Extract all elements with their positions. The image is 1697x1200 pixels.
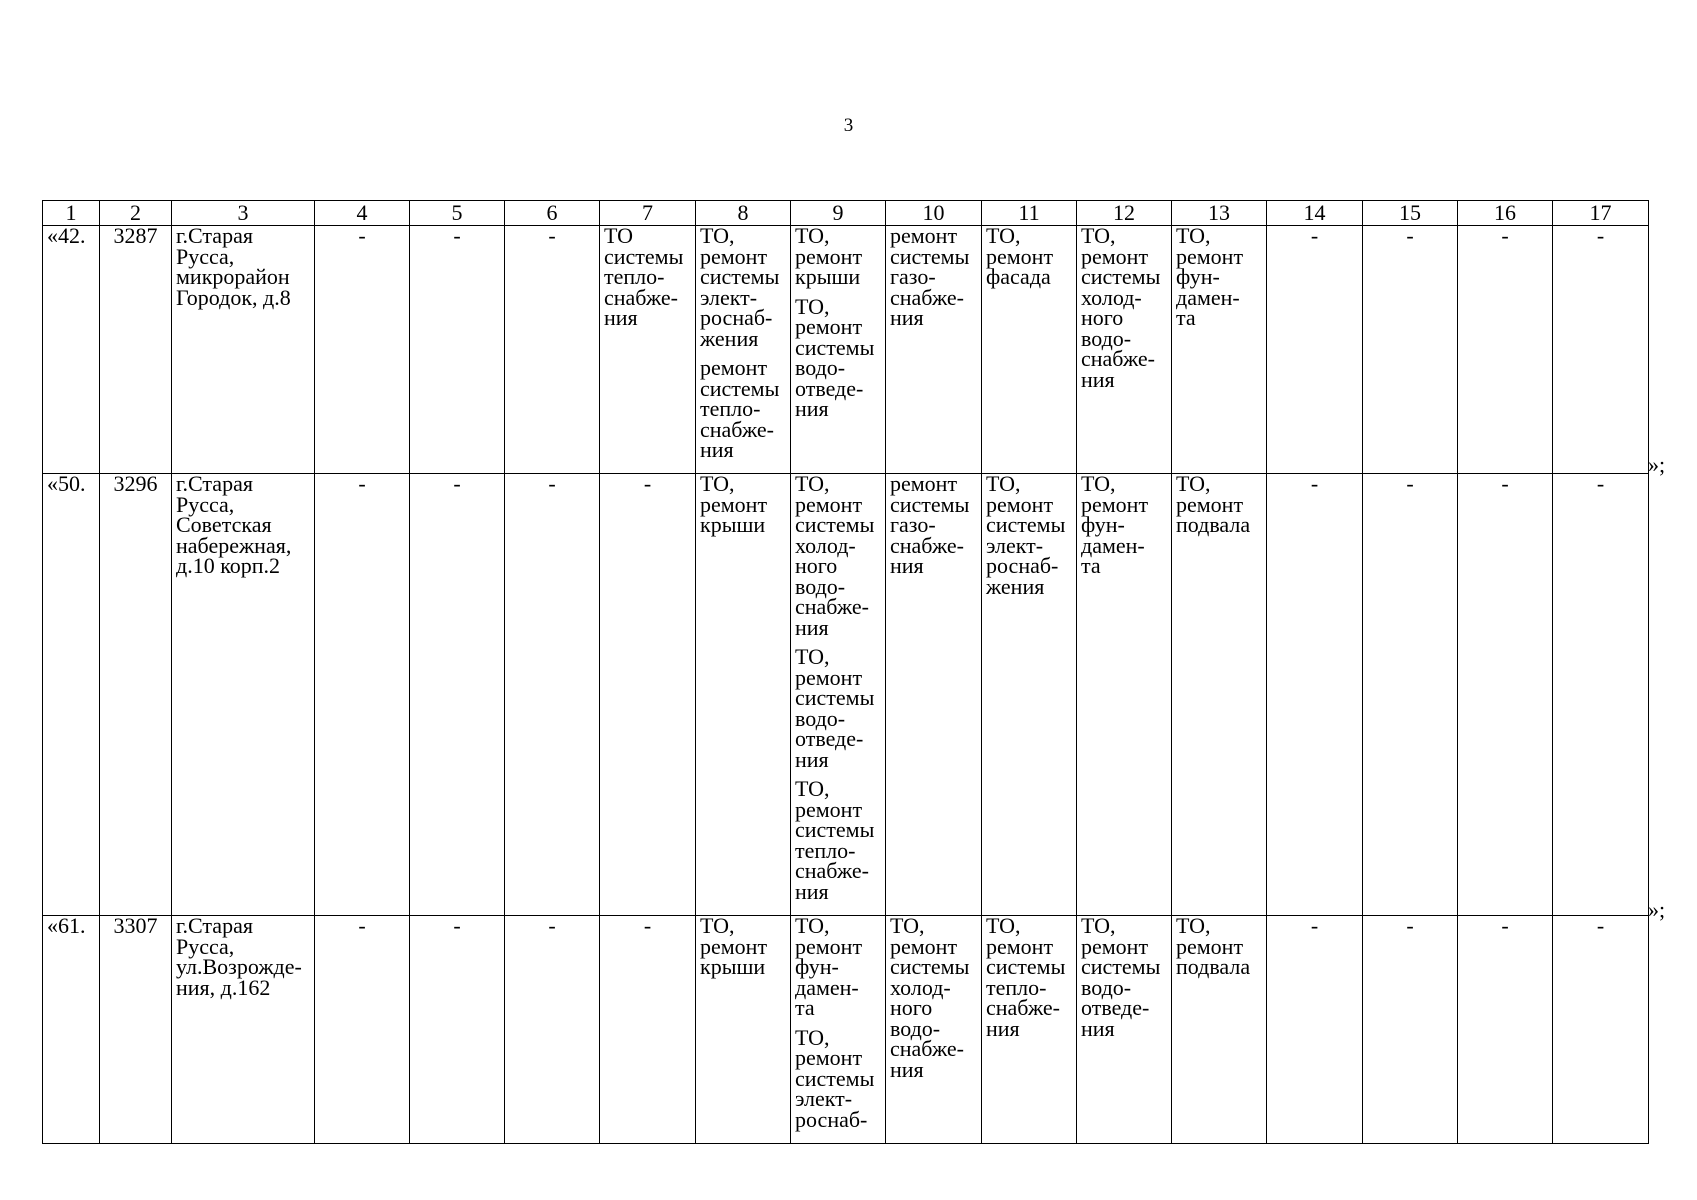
empty-dash: - xyxy=(453,473,461,496)
building-code: 3307 xyxy=(100,916,172,1144)
work-cell-col-9 xyxy=(791,474,886,916)
work-item: ТО, ремонт крыши xyxy=(795,225,863,289)
address-text: г.Старая Русса, Советская набережная, д.10 корп.2 xyxy=(176,473,292,578)
work-cell-col-15 xyxy=(1363,474,1458,916)
work-item: ТО, ремонт системы холод- ного водо- снабже- ния xyxy=(890,915,970,1082)
building-address xyxy=(172,916,315,1144)
building-address xyxy=(172,474,315,916)
work-cell-col-4 xyxy=(315,474,410,916)
work-cell-col-5 xyxy=(410,474,505,916)
column-header-14: 14 xyxy=(1267,201,1363,226)
work-cell-col-8 xyxy=(696,916,791,1144)
table-row xyxy=(43,474,1649,916)
work-item: ТО, ремонт фун- дамен- та xyxy=(795,915,863,1020)
row-number: «42. xyxy=(43,226,100,474)
work-item: ТО, ремонт системы элект- роснаб- жения xyxy=(986,473,1066,599)
work-item: ремонт системы тепло- снабже- ния xyxy=(700,355,780,462)
empty-dash: - xyxy=(643,915,652,938)
work-item: ТО, ремонт системы водо- отведе- ния xyxy=(795,293,875,421)
empty-dash: - xyxy=(1596,225,1605,248)
work-cell-col-12 xyxy=(1077,916,1172,1144)
work-cell-col-4 xyxy=(315,226,410,474)
work-item: ТО, ремонт фун- дамен- та xyxy=(1176,225,1244,330)
work-cell-col-12 xyxy=(1077,474,1172,916)
empty-dash: - xyxy=(1406,473,1414,496)
work-cell-col-13 xyxy=(1172,916,1267,1144)
column-header-11: 11 xyxy=(982,201,1077,226)
row-number: «50. xyxy=(43,474,100,916)
empty-dash: - xyxy=(358,915,366,938)
work-cell-col-4 xyxy=(315,916,410,1144)
work-cell-col-14 xyxy=(1267,916,1363,1144)
work-item: ТО, ремонт подвала xyxy=(1176,915,1251,979)
row-number: «61. xyxy=(43,916,100,1144)
work-cell-col-5 xyxy=(410,916,505,1144)
column-header-6: 6 xyxy=(505,201,600,226)
empty-dash: - xyxy=(358,225,366,248)
column-header-10: 10 xyxy=(886,201,982,226)
work-item: ТО, ремонт системы холод- ного водо- снабже- ния xyxy=(795,473,875,640)
empty-dash: - xyxy=(1501,225,1509,248)
empty-dash: - xyxy=(453,915,461,938)
empty-dash: - xyxy=(358,473,366,496)
column-header-15: 15 xyxy=(1363,201,1458,226)
address-text: г.Старая Русса, ул.Возрожде- ния, д.162 xyxy=(176,915,302,1000)
column-number-row xyxy=(43,201,1649,226)
work-cell-col-17 xyxy=(1553,474,1649,916)
work-item: ТО, ремонт системы элект- роснаб- xyxy=(795,1024,875,1132)
work-item: ТО, ремонт крыши xyxy=(700,473,768,537)
work-cell-col-16 xyxy=(1458,474,1553,916)
work-item: ТО, ремонт фасада xyxy=(986,225,1054,289)
empty-dash: - xyxy=(453,225,461,248)
column-header-7: 7 xyxy=(600,201,696,226)
work-cell-col-10 xyxy=(886,916,982,1144)
empty-dash: - xyxy=(1501,915,1509,938)
work-cell-col-5 xyxy=(410,226,505,474)
column-header-13: 13 xyxy=(1172,201,1267,226)
work-cell-col-6 xyxy=(505,474,600,916)
column-header-9: 9 xyxy=(791,201,886,226)
empty-dash: - xyxy=(1310,473,1319,496)
table-row xyxy=(43,226,1649,474)
column-header-4: 4 xyxy=(315,201,410,226)
work-item: ТО, ремонт крыши xyxy=(700,915,768,979)
column-header-5: 5 xyxy=(410,201,505,226)
work-cell-col-8 xyxy=(696,474,791,916)
work-cell-col-6 xyxy=(505,916,600,1144)
work-item: ТО, ремонт системы водо- отведе- ния xyxy=(795,644,875,772)
work-item: ТО, ремонт системы тепло- снабже- ния xyxy=(986,915,1066,1041)
work-cell-col-17 xyxy=(1553,916,1649,1144)
column-header-2: 2 xyxy=(100,201,172,226)
work-cell-col-7 xyxy=(600,474,696,916)
column-header-17: 17 xyxy=(1553,201,1649,226)
work-cell-col-13 xyxy=(1172,226,1267,474)
column-header-8: 8 xyxy=(696,201,791,226)
work-cell-col-17 xyxy=(1553,226,1649,474)
empty-dash: - xyxy=(643,473,652,496)
work-cell-col-11 xyxy=(982,474,1077,916)
empty-dash: - xyxy=(1406,225,1414,248)
work-item: ТО, ремонт системы элект- роснаб- жения xyxy=(700,225,780,351)
work-cell-col-10 xyxy=(886,474,982,916)
work-item: ТО, ремонт системы водо- отведе- ния xyxy=(1081,915,1161,1041)
work-item: ТО, ремонт системы холод- ного водо- снабже- ния xyxy=(1081,225,1161,392)
repair-schedule-table xyxy=(42,200,1649,1144)
empty-dash: - xyxy=(548,473,556,496)
work-item: ТО, ремонт подвала xyxy=(1176,473,1251,537)
work-cell-col-14 xyxy=(1267,474,1363,916)
work-cell-col-13 xyxy=(1172,474,1267,916)
empty-dash: - xyxy=(1406,915,1414,938)
work-cell-col-16 xyxy=(1458,226,1553,474)
work-cell-col-9 xyxy=(791,226,886,474)
work-cell-col-15 xyxy=(1363,226,1458,474)
work-cell-col-15 xyxy=(1363,916,1458,1144)
building-code: 3287 xyxy=(100,226,172,474)
column-header-16: 16 xyxy=(1458,201,1553,226)
work-item: ремонт системы газо- снабже- ния xyxy=(890,473,970,578)
work-cell-col-11 xyxy=(982,916,1077,1144)
work-cell-col-9 xyxy=(791,916,886,1144)
work-cell-col-10 xyxy=(886,226,982,474)
closing-quote-mark: »; xyxy=(1648,452,1666,477)
closing-quote-mark: »; xyxy=(1648,897,1666,922)
address-text: г.Старая Русса, микрорайон Городок, д.8 xyxy=(176,225,291,310)
work-cell-col-14 xyxy=(1267,226,1363,474)
work-item: ТО, ремонт системы тепло- снабже- ния xyxy=(795,776,875,904)
work-cell-col-6 xyxy=(505,226,600,474)
empty-dash: - xyxy=(548,225,556,248)
building-code: 3296 xyxy=(100,474,172,916)
work-cell-col-7 xyxy=(600,226,696,474)
work-item: ТО, ремонт фун- дамен- та xyxy=(1081,473,1149,578)
column-header-1: 1 xyxy=(43,201,100,226)
empty-dash: - xyxy=(1310,225,1319,248)
work-item: ТО системы тепло- снабже- ния xyxy=(604,225,684,330)
work-cell-col-8 xyxy=(696,226,791,474)
building-address xyxy=(172,226,315,474)
column-header-3: 3 xyxy=(172,201,315,226)
work-cell-col-7 xyxy=(600,916,696,1144)
empty-dash: - xyxy=(1501,473,1509,496)
empty-dash: - xyxy=(1310,915,1319,938)
page-number: 3 xyxy=(843,115,854,136)
table-row xyxy=(43,916,1649,1144)
empty-dash: - xyxy=(548,915,556,938)
empty-dash: - xyxy=(1596,473,1605,496)
work-cell-col-12 xyxy=(1077,226,1172,474)
column-header-12: 12 xyxy=(1077,201,1172,226)
empty-dash: - xyxy=(1596,915,1605,938)
work-item: ремонт системы газо- снабже- ния xyxy=(890,225,970,330)
work-cell-col-11 xyxy=(982,226,1077,474)
work-cell-col-16 xyxy=(1458,916,1553,1144)
